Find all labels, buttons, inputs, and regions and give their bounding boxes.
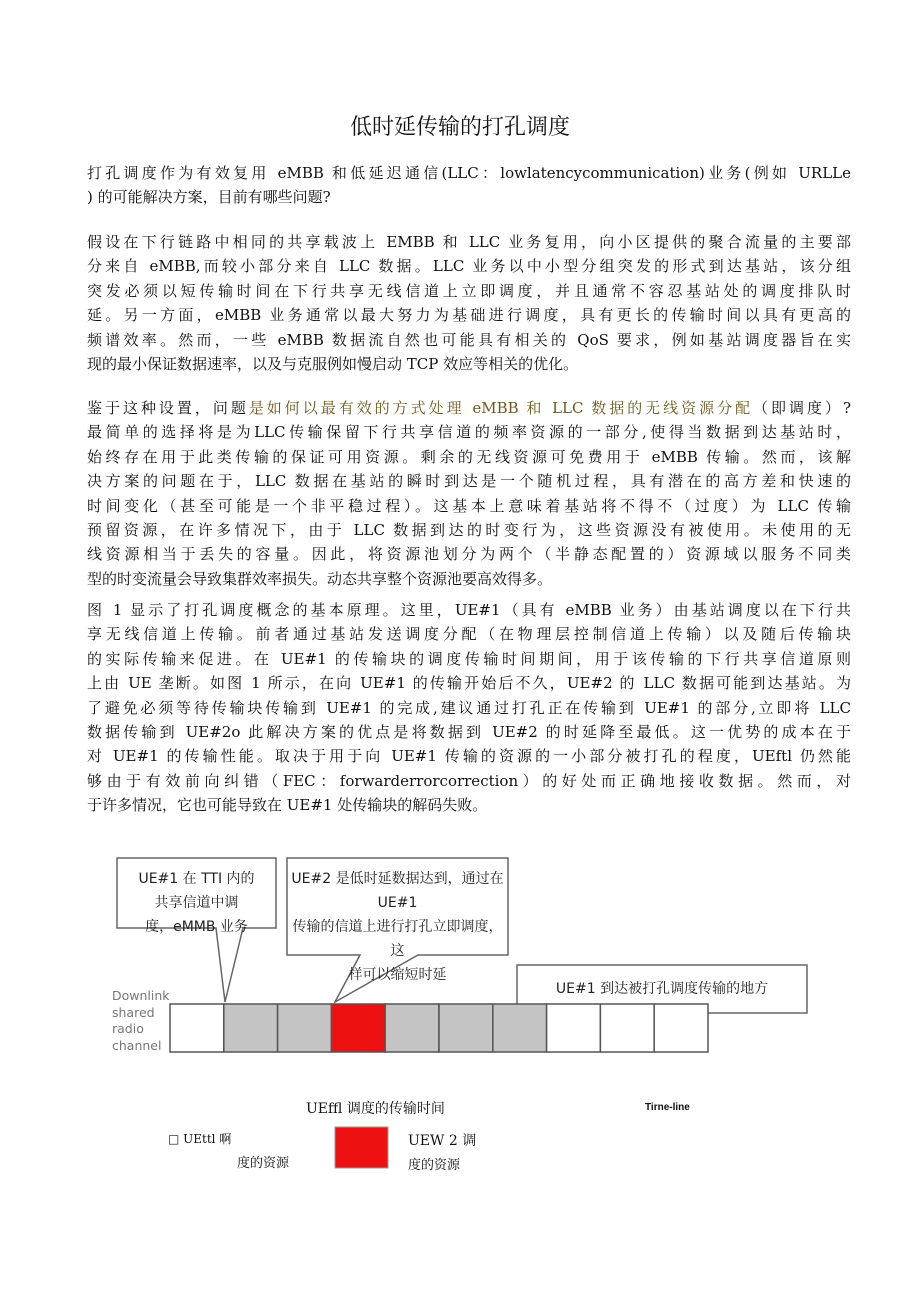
text-line: 上由 UE 垄断。如图 1 所示，在向 UE#1 的传输开始后不久，UE#2 的 LLC 数据可能到达基站。为 [87, 674, 851, 693]
document-title: 低时延传输的打孔调度 [349, 115, 570, 140]
text-line: 时间变化（甚至可能是一个非平稳过程）。这基本上意味着基站将不得不（过度）为 LLC 传输 [87, 496, 851, 515]
text-line: UE#2 是低时延数据达到，通过在 UE#1 [291, 871, 504, 911]
legend-ue2-swatch [335, 1127, 388, 1168]
text-line: 数据传输到 UE#2o 此解决方案的优点是将数据到 UE#2 的时延降至最低。这一优势的成本在于 [87, 722, 851, 741]
timeline-label: Tirne-line [645, 1102, 690, 1113]
text-line: 现的最小保证数据速率，以及与克服例如慢启动 TCP 效应等相关的优化。 [87, 354, 579, 373]
text-line: shared [112, 1004, 155, 1020]
text-line: 预留资源，在许多情况下，由于 LLC 数据到达的时变行为，这些资源没有被使用。未使用的无 [87, 520, 851, 539]
callout-3-text: UE#1 到达被打孔调度传输的地方 [555, 981, 769, 997]
channel-cell-ue1 [278, 1004, 332, 1052]
text-line: 图 1 显示了打孔调度概念的基本原理。这里，UE#1（具有 eMBB 业务）由基站调度以在下行共 [87, 601, 851, 619]
text-line: 假设在下行链路中相同的共享载波上 EMBB 和 LLC 业务复用，向小区提供的聚合流量的主要部 [87, 233, 851, 251]
channel-cell-ue2 [331, 1004, 385, 1052]
text-line: 打孔调度作为有效复用 eMBB 和低延迟通信(LLC：lowlatencycommunication)业务(例如 URLLe [87, 164, 851, 182]
text-line: 始终存在用于此类传输的保证可用资源。剩余的无线资源可免费用于 eMBB 传输。然而，该解 [87, 447, 851, 466]
text-line: 共享信道中调 [154, 895, 239, 911]
text-line: 型的时变流量会导致集群效率损失。动态共享整个资源池要高效得多。 [87, 569, 553, 588]
text-line: channel [112, 1037, 162, 1053]
text-line: 突发必须以短传输时间在下行共享无线信道上立即调度，并且通常不容忍基站处的调度排队时 [87, 281, 851, 300]
text-line: 了避免必须等待传输块传输到 UE#1 的完成,建议通过打孔正在传输到 UE#1 的部分,立即将 LLC [87, 698, 851, 717]
channel-cell-empty [600, 1004, 654, 1052]
channel-cell-empty [170, 1004, 224, 1052]
callout-1-text [117, 867, 276, 939]
channel-label [112, 988, 170, 1054]
channel-cell-ue1 [385, 1004, 439, 1052]
text-line: 分来自 eMBB,而较小部分来自 LLC 数据。LLC 业务以中小型分组突发的形式到达基站，该分组 [87, 257, 851, 276]
text-span: 鉴于这种设置，问题 [87, 399, 249, 417]
text-line: Downlink [112, 988, 170, 1003]
text-line: radio [112, 1021, 144, 1036]
text-line: 的实际传输来促进。在 UE#1 的传输块的调度传输时间期间，用于该传输的下行共享信道原则 [87, 649, 851, 668]
legend-ue2-label-cont: 度的资源 [408, 1158, 461, 1173]
legend-ue1-label: □ UEttl 啊 [168, 1132, 232, 1146]
text-line: 够由于有效前向纠错（FEC：forwarderrorcorrection）的好处而正确地接收数据。然而，对 [87, 771, 851, 790]
channel-cell-ue1 [224, 1004, 278, 1052]
text-line: 频谱效率。然而，一些 eMBB 数据流自然也可能具有相关的 QoS 要求，例如基站调度器旨在实 [87, 330, 851, 349]
text-line: 延。另一方面，eMBB 业务通常以最大努力为基础进行调度，具有更长的传输时间以具有更高的 [87, 306, 851, 325]
time-caption: UEffl 调度的传输时间 [306, 1101, 445, 1117]
text-span: （即调度）? [753, 399, 851, 417]
text-line: 享无线信道上传输。前者通过基站发送调度分配（在物理层控制信道上传输）以及随后传输块 [87, 625, 851, 644]
legend-ue1-label-cont: 度的资源 [237, 1156, 290, 1171]
text-line: 对 UE#1 的传输性能。取决于用于向 UE#1 传输的资源的一小部分被打孔的程度，UEftl 仍然能 [87, 747, 851, 766]
highlighted-text: 是如何以最有效的方式处理 eMBB 和 LLC 数据的无线资源分配 [248, 399, 754, 417]
text-line: 线资源相当于丢失的容量。因此，将资源池划分为两个（半静态配置的）资源域以服务不同类 [87, 545, 851, 564]
text-line: UE#1 在 TTI 内的 [138, 871, 255, 887]
text-line: 度，eMMB 业务 [145, 919, 248, 935]
text-line: 样可以缩短时延 [348, 967, 447, 983]
channel-cell-ue1 [439, 1004, 493, 1052]
callout-2-text [287, 867, 508, 987]
text-line: 传输的信道上进行打孔立即调度，这 [292, 919, 503, 959]
text-line: 于许多情况，它也可能导致在 UE#1 处传输块的解码失败。 [87, 796, 488, 815]
text-line: 最简单的选择将是为LLC传输保留下行共享信道的频率资源的一部分,使得当数据到达基站时， [87, 423, 851, 442]
text-line: ) 的可能解决方案，目前有哪些问题? [87, 188, 331, 207]
channel-cell-empty [547, 1004, 601, 1052]
channel-cell-empty [654, 1004, 708, 1052]
text-line: 决方案的问题在于，LLC 数据在基站的瞬时到达是一个随机过程，具有潜在的高方差和快速的 [87, 472, 851, 491]
channel-cell-ue1 [493, 1004, 547, 1052]
legend-ue2-label: UEW 2 调 [408, 1133, 477, 1149]
